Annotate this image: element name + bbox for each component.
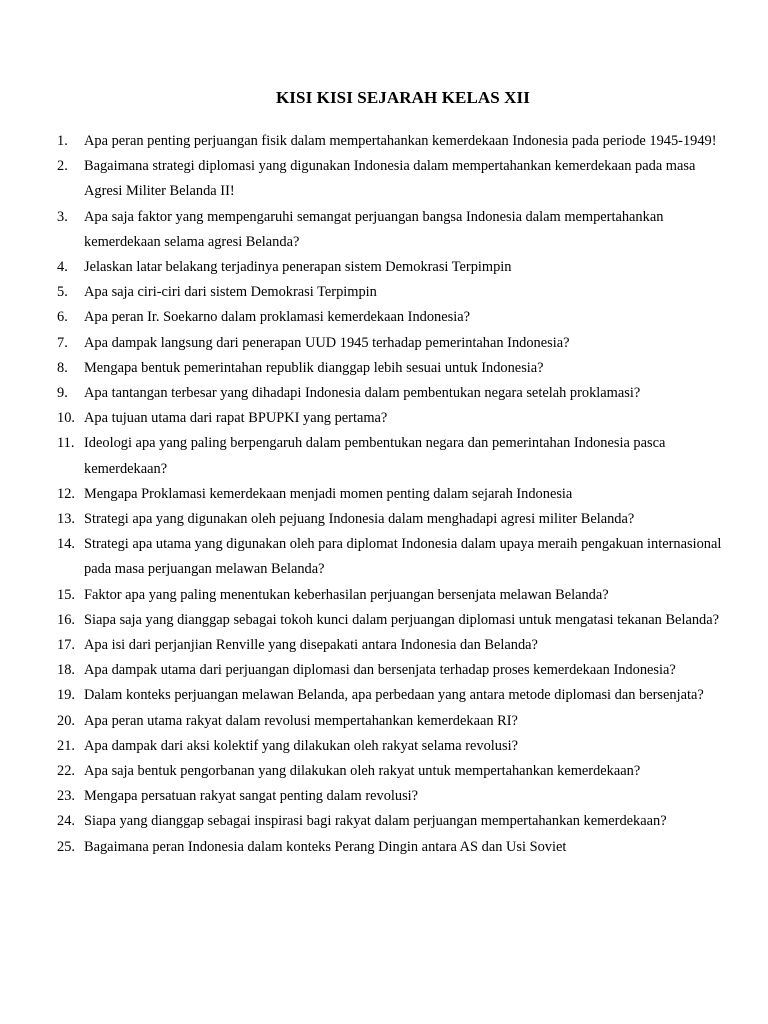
question-number: 5. [57, 284, 68, 301]
question-item [57, 431, 727, 481]
question-text: Apa peran Ir. Soekarno dalam proklamasi kemerdekaan Indonesia? [84, 309, 470, 326]
question-text: Bagaimana peran Indonesia dalam konteks Perang Dingin antara AS dan Usi Soviet [84, 838, 567, 855]
question-text: Dalam konteks perjuangan melawan Belanda, apa perbedaan yang antara metode diplomasi dan bersenjata? [84, 687, 704, 704]
question-text: Jelaskan latar belakang terjadinya penerapan sistem Demokrasi Terpimpin [84, 259, 512, 276]
question-item [57, 331, 727, 356]
question-text: Siapa yang dianggap sebagai inspirasi bagi rakyat dalam perjuangan mempertahankan kemerdekaan? [84, 813, 667, 830]
question-list [57, 129, 727, 860]
question-item [57, 784, 727, 809]
question-number: 6. [57, 309, 68, 326]
question-item [57, 583, 727, 608]
question-item [57, 507, 727, 532]
question-item [57, 734, 727, 759]
question-number: 23. [57, 788, 75, 805]
question-number: 12. [57, 485, 75, 502]
question-number: 8. [57, 359, 68, 376]
question-item [57, 129, 727, 154]
question-number: 19. [57, 687, 75, 704]
question-number: 25. [57, 838, 75, 855]
question-text: Faktor apa yang paling menentukan keberhasilan perjuangan bersenjata melawan Belanda? [84, 586, 609, 603]
question-item [57, 305, 727, 330]
question-number: 15. [57, 586, 75, 603]
question-item [57, 608, 727, 633]
question-number: 2. [57, 158, 68, 175]
question-number: 18. [57, 662, 75, 679]
question-number: 17. [57, 637, 75, 654]
question-number: 3. [57, 208, 68, 225]
question-text: Mengapa Proklamasi kemerdekaan menjadi momen penting dalam sejarah Indonesia [84, 485, 573, 502]
question-text: Bagaimana strategi diplomasi yang digunakan Indonesia dalam mempertahankan kemerdekaan pada masa Agresi Militer Belanda II! [84, 158, 696, 200]
question-text: Apa isi dari perjanjian Renville yang disepakati antara Indonesia dan Belanda? [84, 637, 538, 654]
question-item [57, 356, 727, 381]
question-item [57, 683, 727, 708]
page-title: KISI KISI SEJARAH KELAS XII [275, 88, 530, 107]
question-text: Siapa saja yang dianggap sebagai tokoh kunci dalam perjuangan diplomasi untuk mengatasi tekanan Belanda? [84, 611, 719, 628]
question-number: 1. [57, 133, 68, 149]
question-number: 11. [57, 435, 75, 452]
question-number: 24. [57, 813, 75, 830]
question-number: 20. [57, 712, 75, 729]
question-item [57, 709, 727, 734]
question-text: Apa dampak utama dari perjuangan diplomasi dan bersenjata terhadap proses kemerdekaan Indonesia? [84, 662, 676, 679]
question-number: 4. [57, 259, 68, 276]
question-item [57, 835, 727, 860]
question-item [57, 255, 727, 280]
question-item [57, 482, 727, 507]
question-text: Apa saja faktor yang mempengaruhi semangat perjuangan bangsa Indonesia dalam mempertahankan kemerdekaan selama agresi Belanda? [84, 208, 664, 250]
question-number: 21. [57, 737, 75, 754]
question-text: Apa peran utama rakyat dalam revolusi mempertahankan kemerdekaan RI? [84, 712, 518, 729]
question-text: Mengapa persatuan rakyat sangat penting dalam revolusi? [84, 788, 419, 805]
question-item [57, 205, 727, 255]
question-item [57, 633, 727, 658]
question-number: 22. [57, 763, 75, 780]
question-text: Apa tantangan terbesar yang dihadapi Indonesia dalam pembentukan negara setelah proklamasi? [84, 385, 641, 402]
question-text: Apa saja bentuk pengorbanan yang dilakukan oleh rakyat untuk mempertahankan kemerdekaan? [84, 763, 641, 780]
question-item [57, 154, 727, 204]
question-text: Apa dampak langsung dari penerapan UUD 1945 terhadap pemerintahan Indonesia? [84, 334, 570, 351]
question-text: Apa peran penting perjuangan fisik dalam mempertahankan kemerdekaan Indonesia pada periode 1945-1949! [84, 133, 717, 149]
question-item [57, 532, 727, 582]
question-number: 13. [57, 511, 75, 528]
question-text: Strategi apa utama yang digunakan oleh para diplomat Indonesia dalam upaya meraih pengakuan internasional pada masa perjuangan melawan Belanda? [84, 536, 722, 578]
question-text: Apa saja ciri-ciri dari sistem Demokrasi Terpimpin [84, 284, 377, 301]
question-number: 9. [57, 385, 68, 402]
question-number: 10. [57, 410, 75, 427]
question-item [57, 658, 727, 683]
question-text: Apa tujuan utama dari rapat BPUPKI yang pertama? [84, 410, 388, 427]
question-number: 14. [57, 536, 75, 553]
question-number: 7. [57, 334, 68, 351]
question-text: Mengapa bentuk pemerintahan republik dianggap lebih sesuai untuk Indonesia? [84, 359, 544, 376]
question-text: Ideologi apa yang paling berpengaruh dalam pembentukan negara dan pemerintahan Indonesia pasca kemerdekaan? [84, 435, 666, 477]
question-item [57, 809, 727, 834]
question-text: Apa dampak dari aksi kolektif yang dilakukan oleh rakyat selama revolusi? [84, 737, 518, 754]
question-number: 16. [57, 611, 75, 628]
question-item [57, 759, 727, 784]
question-item [57, 406, 727, 431]
question-item [57, 381, 727, 406]
question-text: Strategi apa yang digunakan oleh pejuang Indonesia dalam menghadapi agresi militer Belanda? [84, 511, 635, 528]
question-item [57, 280, 727, 305]
